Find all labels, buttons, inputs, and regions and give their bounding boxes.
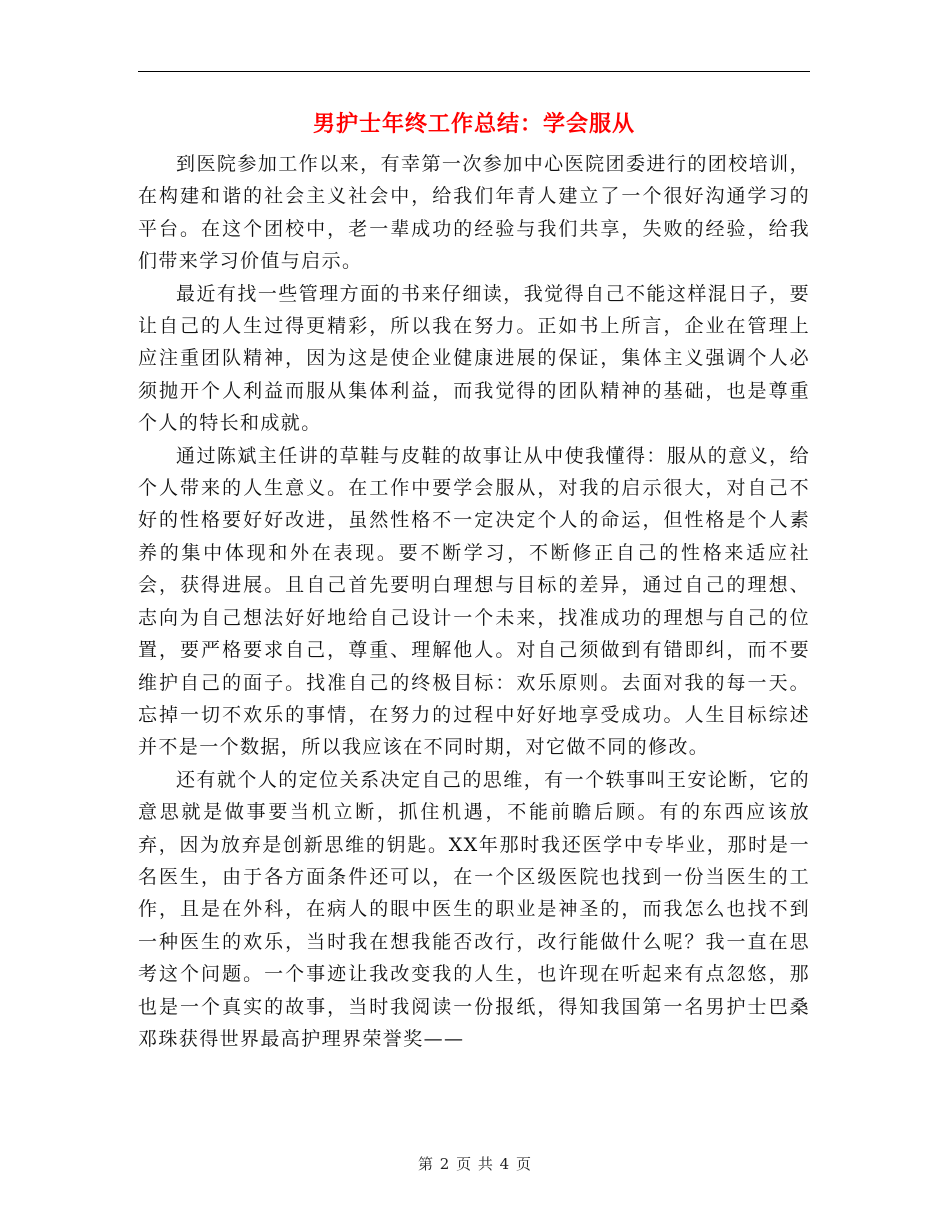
paragraph-2: 最近有找一些管理方面的书来仔细读，我觉得自己不能这样混日子，要让自己的人生过得更精彩，所以我在努力。正如书上所言，企业在管理上应注重团队精神，因为这是使企业健康进展的保证，集体主义强调个人必须抛开个人利益而服从集体利益，而我觉得的团队精神的基础，也是尊重个人的特长和成就。 <box>138 282 810 435</box>
paragraph-1: 到医院参加工作以来，有幸第一次参加中心医院团委进行的团校培训，在构建和谐的社会主义社会中，给我们年青人建立了一个很好沟通学习的平台。在这个团校中，老一辈成功的经验与我们共享，失败的经验，给我们带来学习价值与启示。 <box>138 153 810 273</box>
paragraph-3: 通过陈斌主任讲的草鞋与皮鞋的故事让从中使我懂得：服从的意义，给个人带来的人生意义。在工作中要学会服从，对我的启示很大，对自己不好的性格要好好改进，虽然性格不一定决定个人的命运，但性格是个人素养的集中体现和外在表现。要不断学习，不断修正自己的性格来适应社会，获得进展。且自己首先要明白理想与目标的差异，通过自己的理想、志向为自己想法好好地给自己设计一个未来，找准成功的理想与自己的位置，要严格要求自己，尊重、理解他人。对自己须做到有错即纠，而不要维护自己的面子。找准自己的终极目标：欢乐原则。去面对我的每一天。忘掉一切不欢乐的事情，在努力的过程中好好地享受成功。人生目标综述并不是一个数据，所以我应该在不同时期，对它做不同的修改。 <box>138 444 810 759</box>
header-rule <box>138 71 810 72</box>
document-body <box>138 148 810 1055</box>
page-footer: 第 2 页 共 4 页 <box>418 1155 532 1173</box>
document-title: 男护士年终工作总结：学会服从 <box>312 111 635 137</box>
paragraph-4: 还有就个人的定位关系决定自己的思维，有一个轶事叫王安论断，它的意思就是做事要当机立断，抓住机遇，不能前瞻后顾。有的东西应该放弃，因为放弃是创新思维的钥匙。XX年那时我还医学中专毕业，那时是一名医生，由于各方面条件还可以，在一个区级医院也找到一份当医生的工作，且是在外科，在病人的眼中医生的职业是神圣的，而我怎么也找不到一种医生的欢乐，当时我在想我能否改行，改行能做什么呢？我一直在思考这个问题。一个事迹让我改变我的人生，也许现在听起来有点忽悠，那也是一个真实的故事，当时我阅读一份报纸，得知我国第一名男护士巴桑邓珠获得世界最高护理界荣誉奖—— <box>138 768 810 1050</box>
